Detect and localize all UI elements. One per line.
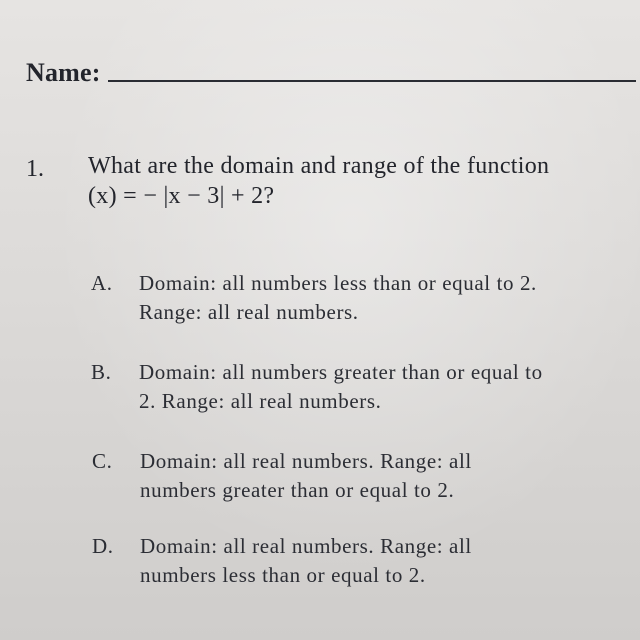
choice-text [140, 447, 640, 505]
answer-choice-a[interactable] [91, 269, 640, 329]
choice-text-line-1: Domain: all real numbers. Range: all [140, 534, 472, 558]
question-text [88, 151, 636, 211]
choice-letter: A. [91, 271, 113, 295]
name-label: Name: [26, 58, 101, 87]
answer-choice-c[interactable] [92, 447, 640, 507]
choice-text-line-2: numbers greater than or equal to 2. [140, 478, 455, 502]
choice-text [139, 269, 640, 327]
choice-text-line-1: Domain: all real numbers. Range: all [140, 449, 472, 473]
question-text-line-2: (x) = − |x − 3| + 2? [88, 183, 275, 209]
answer-choice-b[interactable] [91, 358, 640, 418]
choice-text-line-2: numbers less than or equal to 2. [140, 563, 426, 587]
name-blank-line [108, 80, 636, 82]
answer-choice-d[interactable] [92, 532, 640, 592]
choice-letter: B. [91, 360, 112, 384]
question-number: 1. [26, 156, 44, 182]
choice-text [140, 532, 640, 590]
choice-text-line-1: Domain: all numbers less than or equal to 2. [139, 271, 537, 295]
question-text-line-1: What are the domain and range of the function [88, 153, 550, 179]
choice-text [139, 358, 640, 416]
choice-text-line-1: Domain: all numbers greater than or equal to [139, 360, 543, 384]
choice-letter: C. [92, 449, 113, 473]
choice-text-line-2: Range: all real numbers. [139, 300, 359, 324]
choice-letter: D. [92, 534, 114, 558]
choice-text-line-2: 2. Range: all real numbers. [139, 389, 382, 413]
